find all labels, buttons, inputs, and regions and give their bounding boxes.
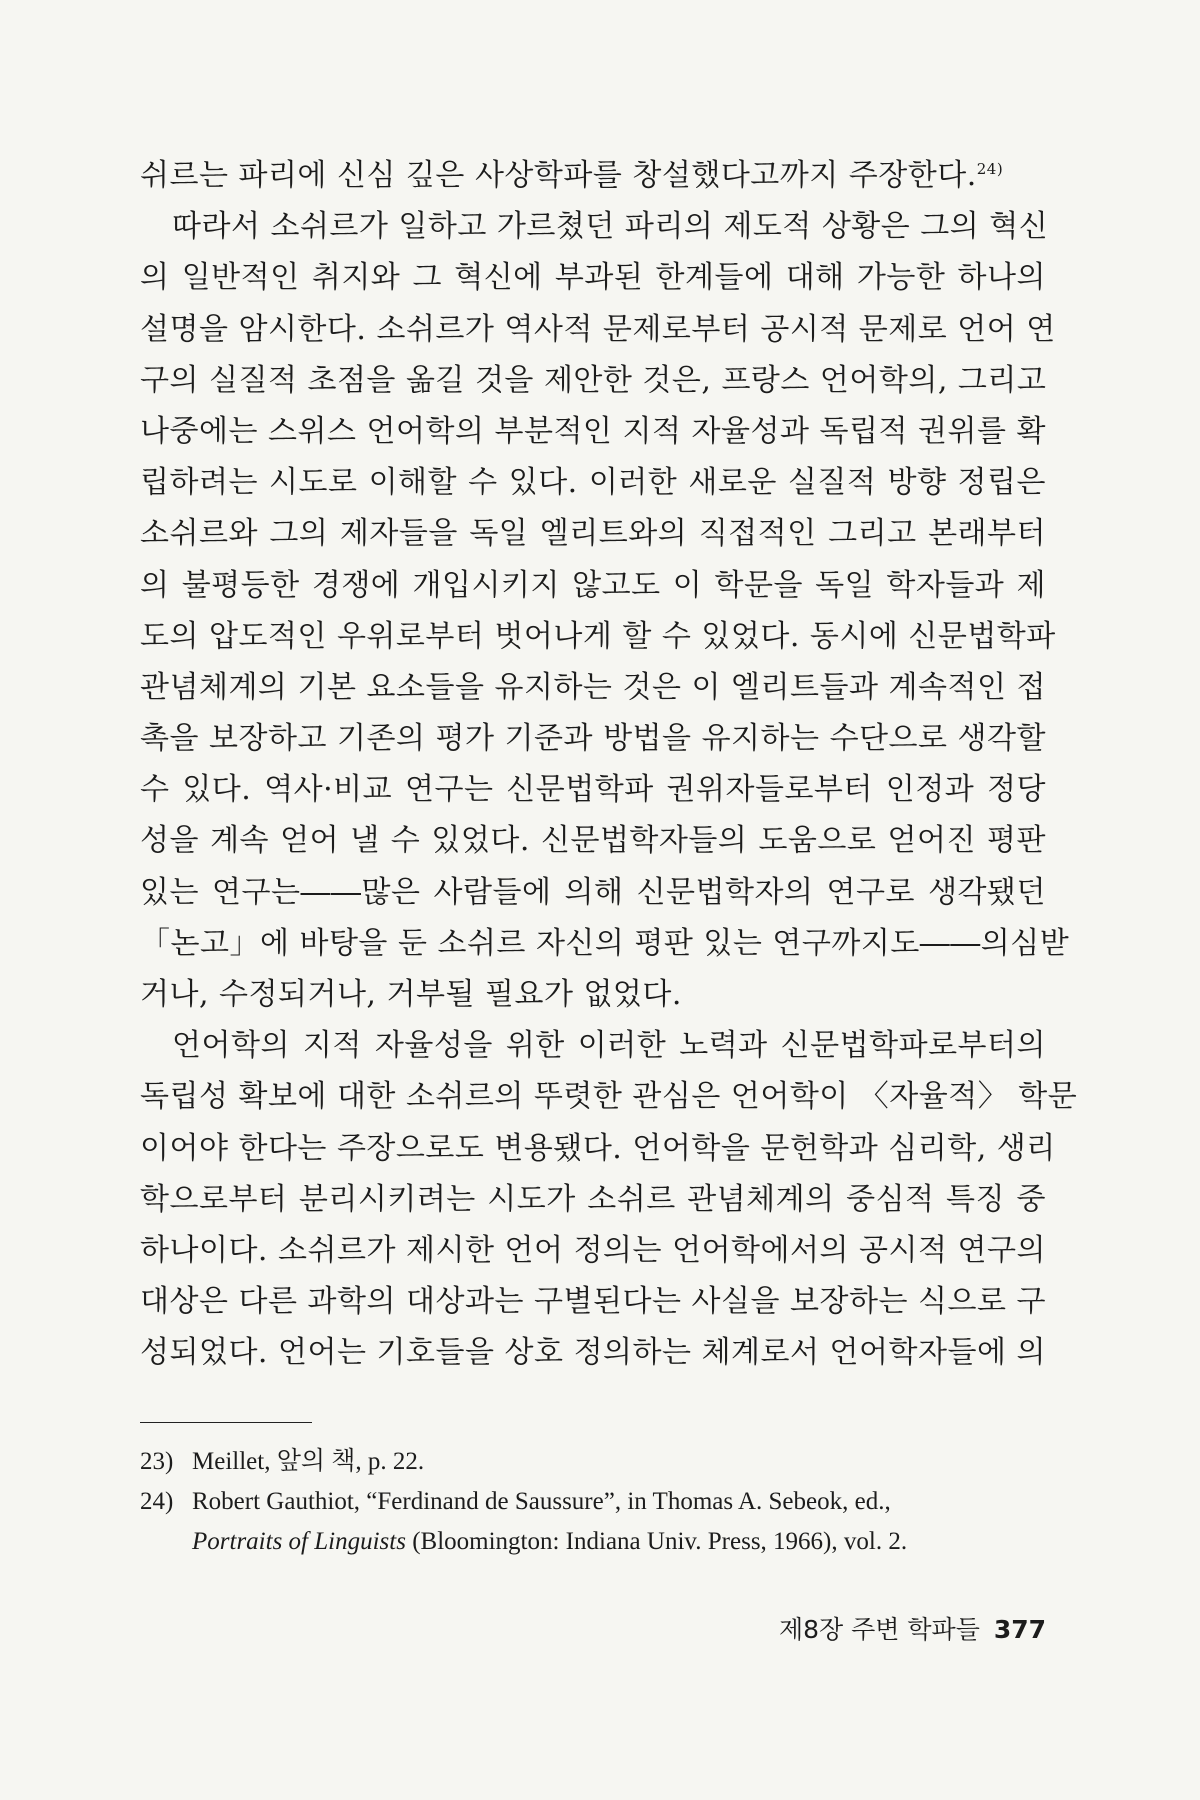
body-line: 립하려는 시도로 이해할 수 있다. 이러한 새로운 실질적 방향 정립은 bbox=[140, 465, 1046, 501]
running-footer bbox=[779, 1610, 1046, 1646]
body-line: 촉을 보장하고 기존의 평가 기준과 방법을 유지하는 수단으로 생각할 bbox=[140, 721, 1046, 757]
body-line: 독립성 확보에 대한 소쉬르의 뚜렷한 관심은 언어학이 〈자율적〉 학문 bbox=[140, 1079, 1078, 1115]
body-line: 의 일반적인 취지와 그 혁신에 부과된 한계들에 대해 가능한 하나의 bbox=[140, 260, 1046, 296]
footnotes bbox=[140, 1442, 1046, 1562]
chapter-title: 제8장 주변 학파들 bbox=[779, 1615, 980, 1644]
body-line: 나중에는 스위스 언어학의 부분적인 지적 자율성과 독립적 권위를 확 bbox=[140, 413, 1046, 449]
footnote-divider bbox=[140, 1422, 312, 1423]
body-line: 성되었다. 언어는 기호들을 상호 정의하는 체계로서 언어학자들에 의 bbox=[140, 1335, 1046, 1371]
page-number: 377 bbox=[993, 1615, 1046, 1644]
footnote-23 bbox=[140, 1442, 1046, 1482]
body-line: 도의 압도적인 우위로부터 벗어나게 할 수 있었다. 동시에 신문법학파 bbox=[140, 618, 1056, 654]
body-text bbox=[140, 150, 1078, 1379]
footnote-text: Meillet, 앞의 책, p. 22. bbox=[192, 1448, 425, 1475]
body-line: 하나이다. 소쉬르가 제시한 언어 정의는 언어학에서의 공시적 연구의 bbox=[140, 1232, 1046, 1268]
footnote-number: 23) bbox=[140, 1448, 174, 1475]
body-line: 거나, 수정되거나, 거부될 필요가 없었다. bbox=[140, 977, 682, 1012]
body-line: 의 불평등한 경쟁에 개입시키지 않고도 이 학문을 독일 학자들과 제 bbox=[140, 567, 1046, 603]
body-line: 설명을 암시한다. 소쉬르가 역사적 문제로부터 공시적 문제로 언어 연 bbox=[140, 311, 1056, 347]
body-line: 있는 연구는――많은 사람들에 의해 신문법학자의 연구로 생각됐던 bbox=[140, 874, 1046, 910]
footnote-ref-24: 24) bbox=[976, 160, 1004, 178]
footnote-24-continuation bbox=[140, 1522, 1046, 1562]
footnote-number: 24) bbox=[140, 1488, 174, 1515]
footnote-text: Robert Gauthiot, “Ferdinand de Saussure”, in Thomas A. Sebeok, ed., bbox=[192, 1488, 891, 1515]
body-line: 따라서 소쉬르가 일하고 가르쳤던 파리의 제도적 상황은 그의 혁신 bbox=[172, 209, 1049, 245]
body-line: 학으로부터 분리시키려는 시도가 소쉬르 관념체계의 중심적 특징 중 bbox=[140, 1181, 1046, 1217]
body-line: 성을 계속 얻어 낼 수 있었다. 신문법학자들의 도움으로 얻어진 평판 bbox=[140, 823, 1046, 859]
body-line: 관념체계의 기본 요소들을 유지하는 것은 이 엘리트들과 계속적인 접 bbox=[140, 669, 1046, 705]
body-line: 수 있다. 역사·비교 연구는 신문법학파 권위자들로부터 인정과 정당 bbox=[140, 772, 1046, 808]
body-line: 「논고」에 바탕을 둔 소쉬르 자신의 평판 있는 연구까지도――의심받 bbox=[140, 925, 1070, 961]
footnote-24 bbox=[140, 1482, 1046, 1522]
body-line: 대상은 다른 과학의 대상과는 구별된다는 사실을 보장하는 식으로 구 bbox=[140, 1284, 1046, 1320]
body-line: 이어야 한다는 주장으로도 변용됐다. 언어학을 문헌학과 심리학, 생리 bbox=[140, 1130, 1056, 1166]
book-title: Portraits of Linguists bbox=[192, 1528, 406, 1555]
body-line: 구의 실질적 초점을 옮길 것을 제안한 것은, 프랑스 언어학의, 그리고 bbox=[140, 362, 1047, 398]
body-line: 소쉬르와 그의 제자들을 독일 엘리트와의 직접적인 그리고 본래부터 bbox=[140, 516, 1046, 552]
body-line: 언어학의 지적 자율성을 위한 이러한 노력과 신문법학파로부터의 bbox=[172, 1028, 1046, 1064]
body-line: 쉬르는 파리에 신심 깊은 사상학파를 창설했다고까지 주장한다.$^{24)}$ bbox=[140, 158, 1004, 193]
footnote-text: (Bloomington: Indiana Univ. Press, 1966), vol. 2. bbox=[405, 1528, 908, 1555]
